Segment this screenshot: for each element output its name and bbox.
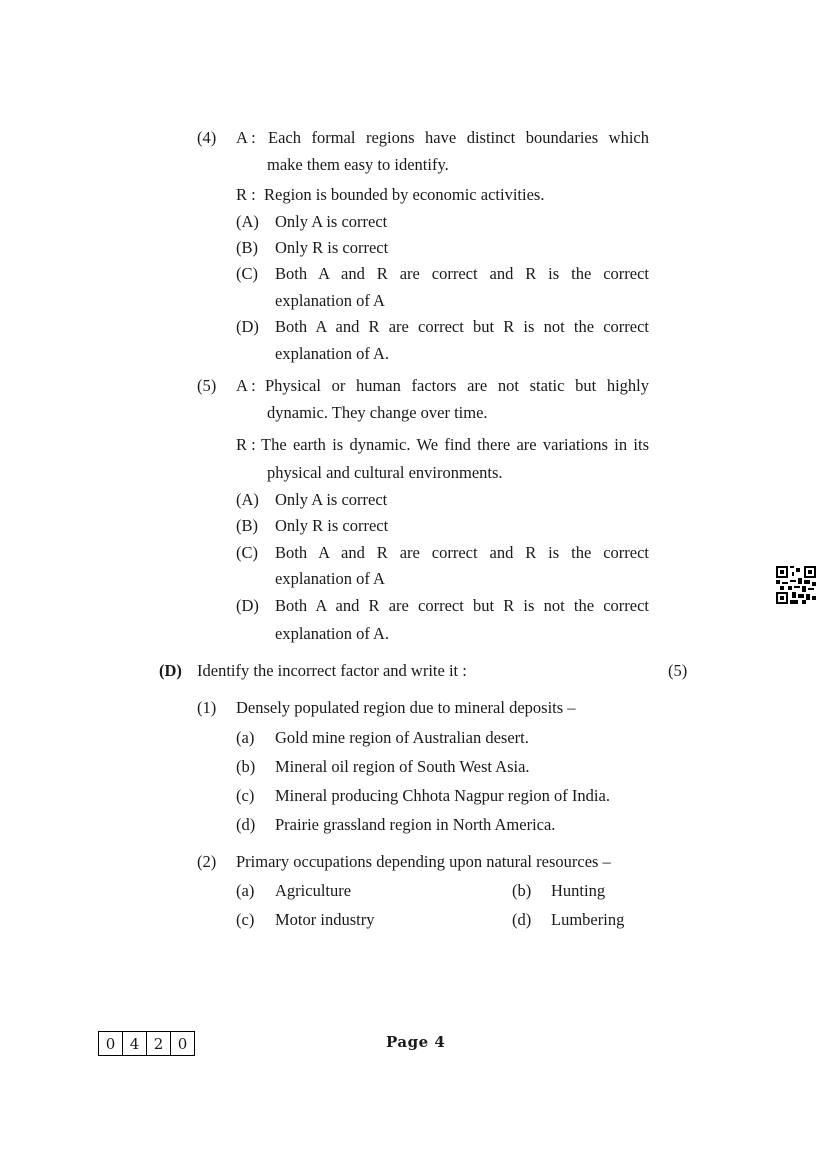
option-text-cont: explanation of A bbox=[275, 569, 385, 588]
reason-label: R : bbox=[236, 435, 256, 454]
option-text-cont: explanation of A. bbox=[275, 344, 390, 363]
option-label: (A) bbox=[236, 212, 259, 231]
reason-text-cont: physical and cultural environments. bbox=[267, 463, 503, 482]
option-label: (A) bbox=[236, 490, 259, 509]
assertion-text: Each formal regions have distinct boundaries which bbox=[268, 128, 649, 147]
code-digit: 0 bbox=[177, 1034, 188, 1053]
option-label: (C) bbox=[236, 543, 258, 562]
option-label: (b) bbox=[236, 757, 256, 776]
option-text: Both A and R are correct and R is the correct bbox=[275, 543, 649, 562]
assertion-text-cont: dynamic. They change over time. bbox=[267, 403, 488, 422]
question-number: (1) bbox=[197, 698, 217, 717]
reason-text: The earth is dynamic. We find there are variations in its bbox=[261, 435, 649, 454]
code-digit: 0 bbox=[99, 1032, 123, 1055]
option-label: (B) bbox=[236, 238, 258, 257]
option-text: Both A and R are correct and R is the correct bbox=[275, 264, 649, 283]
option-text: Hunting bbox=[551, 881, 606, 900]
option-label: (c) bbox=[236, 786, 255, 805]
option-text: Mineral producing Chhota Nagpur region of India. bbox=[275, 786, 610, 805]
question-number: (5) bbox=[197, 376, 217, 395]
option-text: Only R is correct bbox=[275, 516, 389, 535]
option-label: (d) bbox=[236, 815, 256, 834]
assertion-label: A : bbox=[236, 376, 256, 395]
assertion-text-cont: make them easy to identify. bbox=[267, 155, 449, 174]
reason-text: Region is bounded by economic activities. bbox=[264, 185, 545, 204]
paper-code-box bbox=[98, 1031, 195, 1056]
option-label: (D) bbox=[236, 596, 259, 615]
question-number: (4) bbox=[197, 128, 217, 147]
option-label: (b) bbox=[512, 881, 532, 900]
option-label: (d) bbox=[512, 910, 532, 929]
question-text: Densely populated region due to mineral deposits – bbox=[236, 698, 576, 717]
section-marks: (5) bbox=[668, 661, 688, 680]
section-title: Identify the incorrect factor and write it : bbox=[197, 661, 467, 680]
option-label: (c) bbox=[236, 910, 255, 929]
option-label: (a) bbox=[236, 728, 255, 747]
option-text: Prairie grassland region in North America. bbox=[275, 815, 556, 834]
option-text: Motor industry bbox=[275, 910, 375, 929]
option-label: (D) bbox=[236, 317, 259, 336]
question-text: Primary occupations depending upon natural resources – bbox=[236, 852, 611, 871]
option-text: Only A is correct bbox=[275, 490, 388, 509]
option-label: (a) bbox=[236, 881, 255, 900]
option-text: Mineral oil region of South West Asia. bbox=[275, 757, 530, 776]
qr-code-icon bbox=[776, 566, 816, 604]
option-text: Only A is correct bbox=[275, 212, 388, 231]
option-text: Lumbering bbox=[551, 910, 625, 929]
assertion-text: Physical or human factors are not static but highly bbox=[265, 376, 649, 395]
option-text: Both A and R are correct but R is not the correct bbox=[275, 596, 649, 615]
option-label: (B) bbox=[236, 516, 258, 535]
option-text-cont: explanation of A. bbox=[275, 624, 390, 643]
option-label: (C) bbox=[236, 264, 258, 283]
option-text-cont: explanation of A bbox=[275, 291, 385, 310]
question-number: (2) bbox=[197, 852, 217, 871]
code-digit: 4 bbox=[123, 1032, 147, 1055]
assertion-label: A : bbox=[236, 128, 256, 147]
page-number: Page 4 bbox=[386, 1033, 446, 1051]
option-text: Both A and R are correct but R is not the correct bbox=[275, 317, 649, 336]
code-digit: 2 bbox=[147, 1032, 171, 1055]
option-text: Only R is correct bbox=[275, 238, 389, 257]
reason-label: R : bbox=[236, 185, 256, 204]
option-text: Gold mine region of Australian desert. bbox=[275, 728, 529, 747]
section-label: (D) bbox=[159, 661, 182, 680]
option-text: Agriculture bbox=[275, 881, 352, 900]
